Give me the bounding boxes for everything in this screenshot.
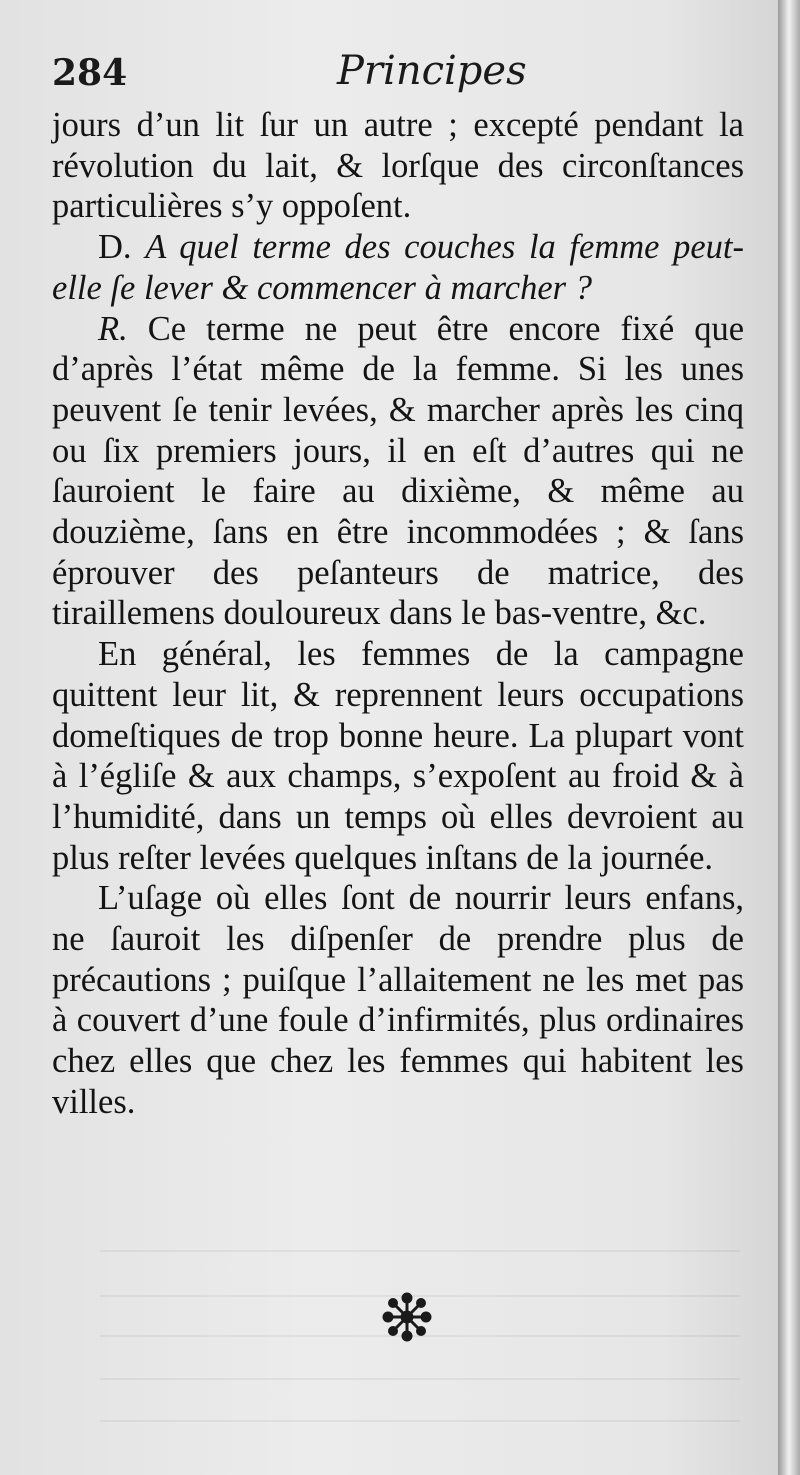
question-label: D. <box>98 228 132 267</box>
asterism-ornament-icon <box>382 1292 432 1342</box>
page-edge <box>778 0 800 1475</box>
bleed-through-line <box>100 1250 740 1252</box>
bleed-through-line <box>100 1378 740 1380</box>
running-header <box>52 48 742 98</box>
page-number: 284 <box>52 52 128 94</box>
bleed-through-line <box>100 1420 740 1422</box>
answer-label: R. <box>98 309 128 348</box>
paragraph-usage: L’uſage où elles ſont de nourrir leurs enfans, ne ſauroit les diſpenſer de prendre plus de précautions ; puiſque l’allaitement ne les met pas à couvert d’une foule d’infirmités, plus ordinaires chez elles que chez les femmes qui habitent les villes. <box>52 879 744 1121</box>
question-text: A quel terme des couches la femme peut-elle ſe lever & commencer à marcher ? <box>52 228 745 307</box>
answer-paragraph <box>52 309 744 635</box>
question-paragraph <box>52 227 744 308</box>
answer-text: Ce terme ne peut être encore fixé que d’après l’état même de la femme. Si les unes peuvent ſe tenir levées, & marcher après les cinq ou ſix premiers jours, il en eſt d’autres qui ne ſauroient le faire au dixième, & même au douzième, ſans en être incommodées ; & ſans éprouver des peſanteurs de matrice, des tiraillemens douloureux dans le bas-ventre, &c. <box>52 309 745 633</box>
running-title: Principes <box>337 48 527 94</box>
body-text <box>52 105 744 1123</box>
paragraph-continuation: jours d’un lit ſur un autre ; excepté pendant la révolution du lait, & lorſque des circonſtances particulières s’y oppoſent. <box>52 106 744 226</box>
paragraph-general: En général, les femmes de la campagne quittent leur lit, & reprennent leurs occupations domeſtiques de trop bonne heure. La plupart vont à l’égliſe & aux champs, s’expoſent au froid & à l’humidité, dans un temps où elles devroient au plus reſter levées quelques inſtans de la journée. <box>52 635 744 877</box>
